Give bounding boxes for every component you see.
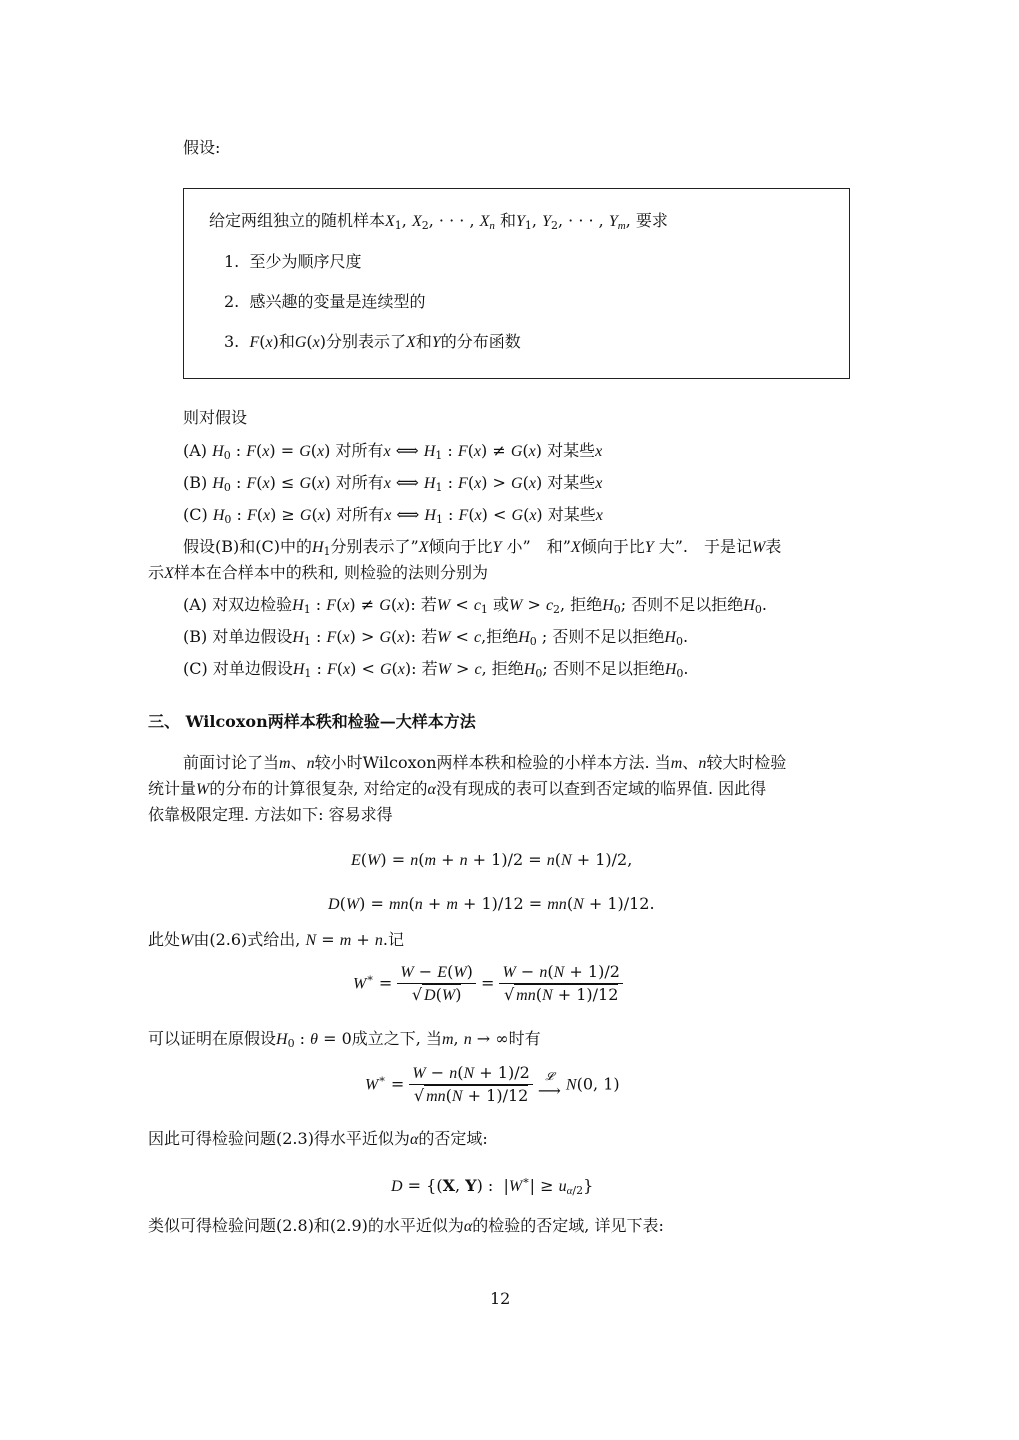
hypothesis-c: (C) $H_0$ : F(x) ≥ G(x) 对所有x ⟺ $H_1$ : F(x) < G(x) 对某些x bbox=[183, 505, 603, 526]
paragraph-large-line-2: 统计量W的分布的计算很复杂, 对给定的α没有现成的表可以查到否定域的临界值. 因此得 bbox=[148, 779, 767, 798]
paragraph-large-line-1: 前面讨论了当m、n较小时Wilcoxon两样本秩和检验的小样本方法. 当m、n较大时检验 bbox=[183, 753, 787, 772]
rule-b: (B) 对单边假设$H_1$ : F(x) > G(x): 若W < c,拒绝$H_0$ ; 否则不足以拒绝$H_0$. bbox=[183, 627, 689, 648]
similar-line: 类似可得检验问题(2.8)和(2.9)的水平近似为α的检验的否定域, 详见下表: bbox=[148, 1216, 664, 1235]
hypothesis-b: (B) $H_0$ : F(x) ≤ G(x) 对所有x ⟺ $H_1$ : F(x) > G(x) 对某些x bbox=[183, 473, 603, 494]
fraction-2: $\frac{W - n(N + 1)/2}{√ mn(N + 1)/12}$ bbox=[499, 964, 622, 1004]
box-item-3: 3. F(x)和G(x)分别表示了X和Y的分布函数 bbox=[224, 332, 521, 351]
page-number: 12 bbox=[490, 1289, 511, 1308]
equation-variance: D(W) = mn(n + m + 1)/12 = mn(N + 1)/12. bbox=[328, 894, 655, 913]
equation-standardized: W∗ = $\frac{W - E(W)}{√ D(W)}$ = $\frac{W - n(N + 1)/2}{√ mn(N + 1)/12}$ bbox=[353, 964, 623, 1004]
paragraph-bc-line-1: 假设(B)和(C)中的$H_1$分别表示了”X倾向于比Y 小” 和”X倾向于比Y 大”. 于是记W表 bbox=[183, 537, 782, 558]
paragraph-bc-line-2: 示X样本在合样本中的秩和, 则检验的法则分别为 bbox=[148, 563, 488, 582]
prove-line: 可以证明在原假设$H_0$ : θ = 0成立之下, 当m, n → ∞时有 bbox=[148, 1029, 541, 1050]
rule-c: (C) 对单边假设$H_1$ : F(x) < G(x): 若W > c, 拒绝$H_0$; 否则不足以拒绝$H_0$. bbox=[183, 659, 689, 680]
paragraph-large-line-3: 依靠极限定理. 方法如下: 容易求得 bbox=[148, 805, 393, 824]
rule-a: (A) 对双边检验$H_1$ : F(x) ≠ G(x): 若$W < c_1$ 或$W > c_2$, 拒绝$H_0$; 否则不足以拒绝$H_0$. bbox=[183, 595, 767, 616]
box-item-1: 1. 至少为顺序尺度 bbox=[224, 252, 362, 271]
box-intro: 给定两组独立的随机样本$X_1$, $X_2$, · · · , $X_n$ 和$Y_1$, $Y_2$, · · · , $Y_m$, 要求 bbox=[209, 211, 668, 232]
assumption-label: 假设: bbox=[183, 138, 221, 157]
equation-convergence: W∗ = $\frac{W - n(N + 1)/2}{√ mn(N + 1)/12}$ 𝓛 ⟶ N(0, 1) bbox=[365, 1063, 620, 1105]
fraction-3: $\frac{W - n(N + 1)/2}{√ mn(N + 1)/12}$ bbox=[409, 1065, 532, 1105]
where-line: 此处W由(2.6)式给出, N = m + n.记 bbox=[148, 930, 404, 949]
critical-region-line: 因此可得检验问题(2.3)得水平近似为α的否定域: bbox=[148, 1129, 488, 1148]
box-item-2: 2. 感兴趣的变量是连续型的 bbox=[224, 292, 426, 311]
fraction-1: $\frac{W - E(W)}{√ D(W)}$ bbox=[397, 964, 476, 1004]
hypothesis-intro: 则对假设 bbox=[183, 408, 248, 427]
hypothesis-a: (A) $H_0$ : F(x) = G(x) 对所有x ⟺ $H_1$ : F(x) ≠ G(x) 对某些x bbox=[183, 441, 603, 462]
equation-critical-region: D = {(X, Y) : $|W^∗| \ge u_{\alpha/2}$} bbox=[391, 1174, 594, 1197]
equation-expectation: E(W) = n(m + n + 1)/2 = n(N + 1)/2, bbox=[351, 850, 633, 869]
section-heading: 三、 Wilcoxon两样本秩和检验—大样本方法 bbox=[148, 712, 476, 731]
